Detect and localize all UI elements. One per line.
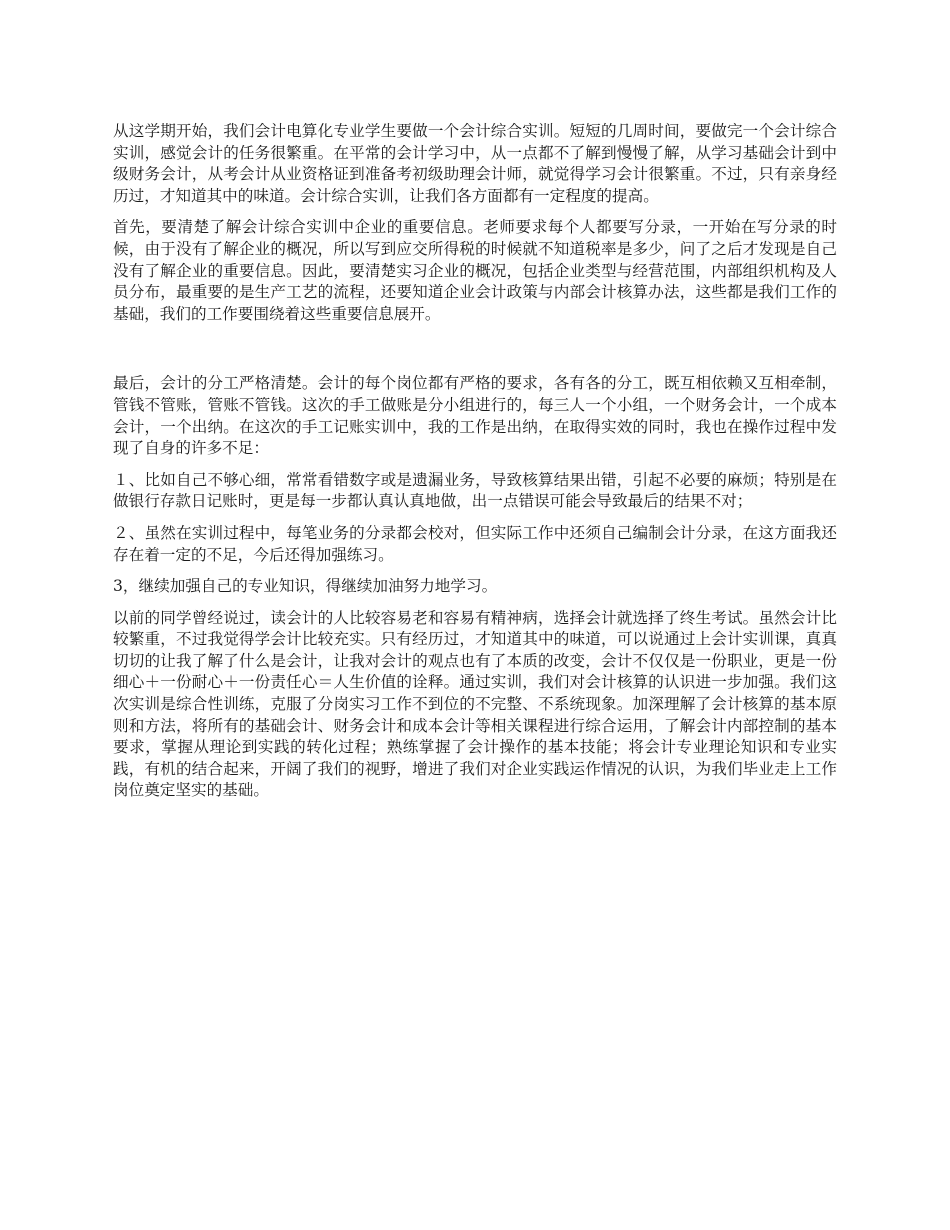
- list-item-3: 3，继续加强自己的专业知识，得继续加油努力地学习。: [113, 577, 498, 596]
- paragraph-first: 首先，要清楚了解会计综合实训中企业的重要信息。老师要求每个人都要写分录，一开始在写分录的时候，由于没有了解企业的概况，所以写到应交所得税的时候就不知道税率是多少，问了之后才发现是自己没有了解企业的重要信息。因此，要清楚实习企业的概况，包括企业类型与经营范围，内部组织机构及人员分布，最重要的是生产工艺的流程，还要知道企业会计政策与内部会计核算办法，这些都是我们工作的基础，我们的工作要围绕着这些重要信息展开。: [113, 218, 837, 323]
- paragraph-intro: 从这学期开始，我们会计电算化专业学生要做一个会计综合实训。短短的几周时间，要做完一个会计综合实训，感觉会计的任务很繁重。在平常的会计学习中，从一点都不了解到慢慢了解，从学习基础会计到中级财务会计，从考会计从业资格证到准备考初级助理会计师，就觉得学习会计很繁重。不过，只有亲身经历过，才知道其中的味道。会计综合实训，让我们各方面都有一定程度的提高。: [113, 122, 837, 205]
- document-body: [113, 121, 837, 812]
- paragraph-last: 最后，会计的分工严格清楚。会计的每个岗位都有严格的要求，各有各的分工，既互相依赖又互相牵制，管钱不管账，管账不管钱。这次的手工做账是分小组进行的，每三人一个小组，一个财务会计，一个成本会计，一个出纳。在这次的手工记账实训中，我的工作是出纳，在取得实效的同时，我也在操作过程中发现了自身的许多不足：: [113, 374, 837, 458]
- list-item-1: １、比如自己不够心细，常常看错数字或是遗漏业务，导致核算结果出错，引起不必要的麻烦；特别是在做银行存款日记账时，更是每一步都认真认真地做，出一点错误可能会导致最后的结果不对；: [113, 470, 837, 511]
- blank-gap: [113, 335, 837, 373]
- paragraph-conclusion: 以前的同学曾经说过，读会计的人比较容易老和容易有精神病，选择会计就选择了终生考试。虽然会计比较繁重，不过我觉得学会计比较充实。只有经历过，才知道其中的味道，可以说通过上会计实训课，真真切切的让我了解了什么是会计，让我对会计的观点也有了本质的改变，会计不仅仅是一份职业，更是一份细心＋一份耐心＋一份责任心＝人生价值的诠释。通过实训，我们对会计核算的认识进一步加强。我们这次实训是综合性训练，克服了分岗实习工作不到位的不完整、不系统现象。加深理解了会计核算的基本原则和方法，将所有的基础会计、财务会计和成本会计等相关课程进行综合运用，了解会计内部控制的基本要求，掌握从理论到实践的转化过程；熟练掌握了会计操作的基本技能；将会计专业理论知识和专业实践，有机的结合起来，开阔了我们的视野，增进了我们对企业实践运作情况的认识，为我们毕业走上工作岗位奠定坚实的基础。: [113, 608, 837, 800]
- list-item-2: ２、虽然在实训过程中，每笔业务的分录都会校对，但实际工作中还须自己编制会计分录，在这方面我还存在着一定的不足，今后还得加强练习。: [113, 523, 837, 564]
